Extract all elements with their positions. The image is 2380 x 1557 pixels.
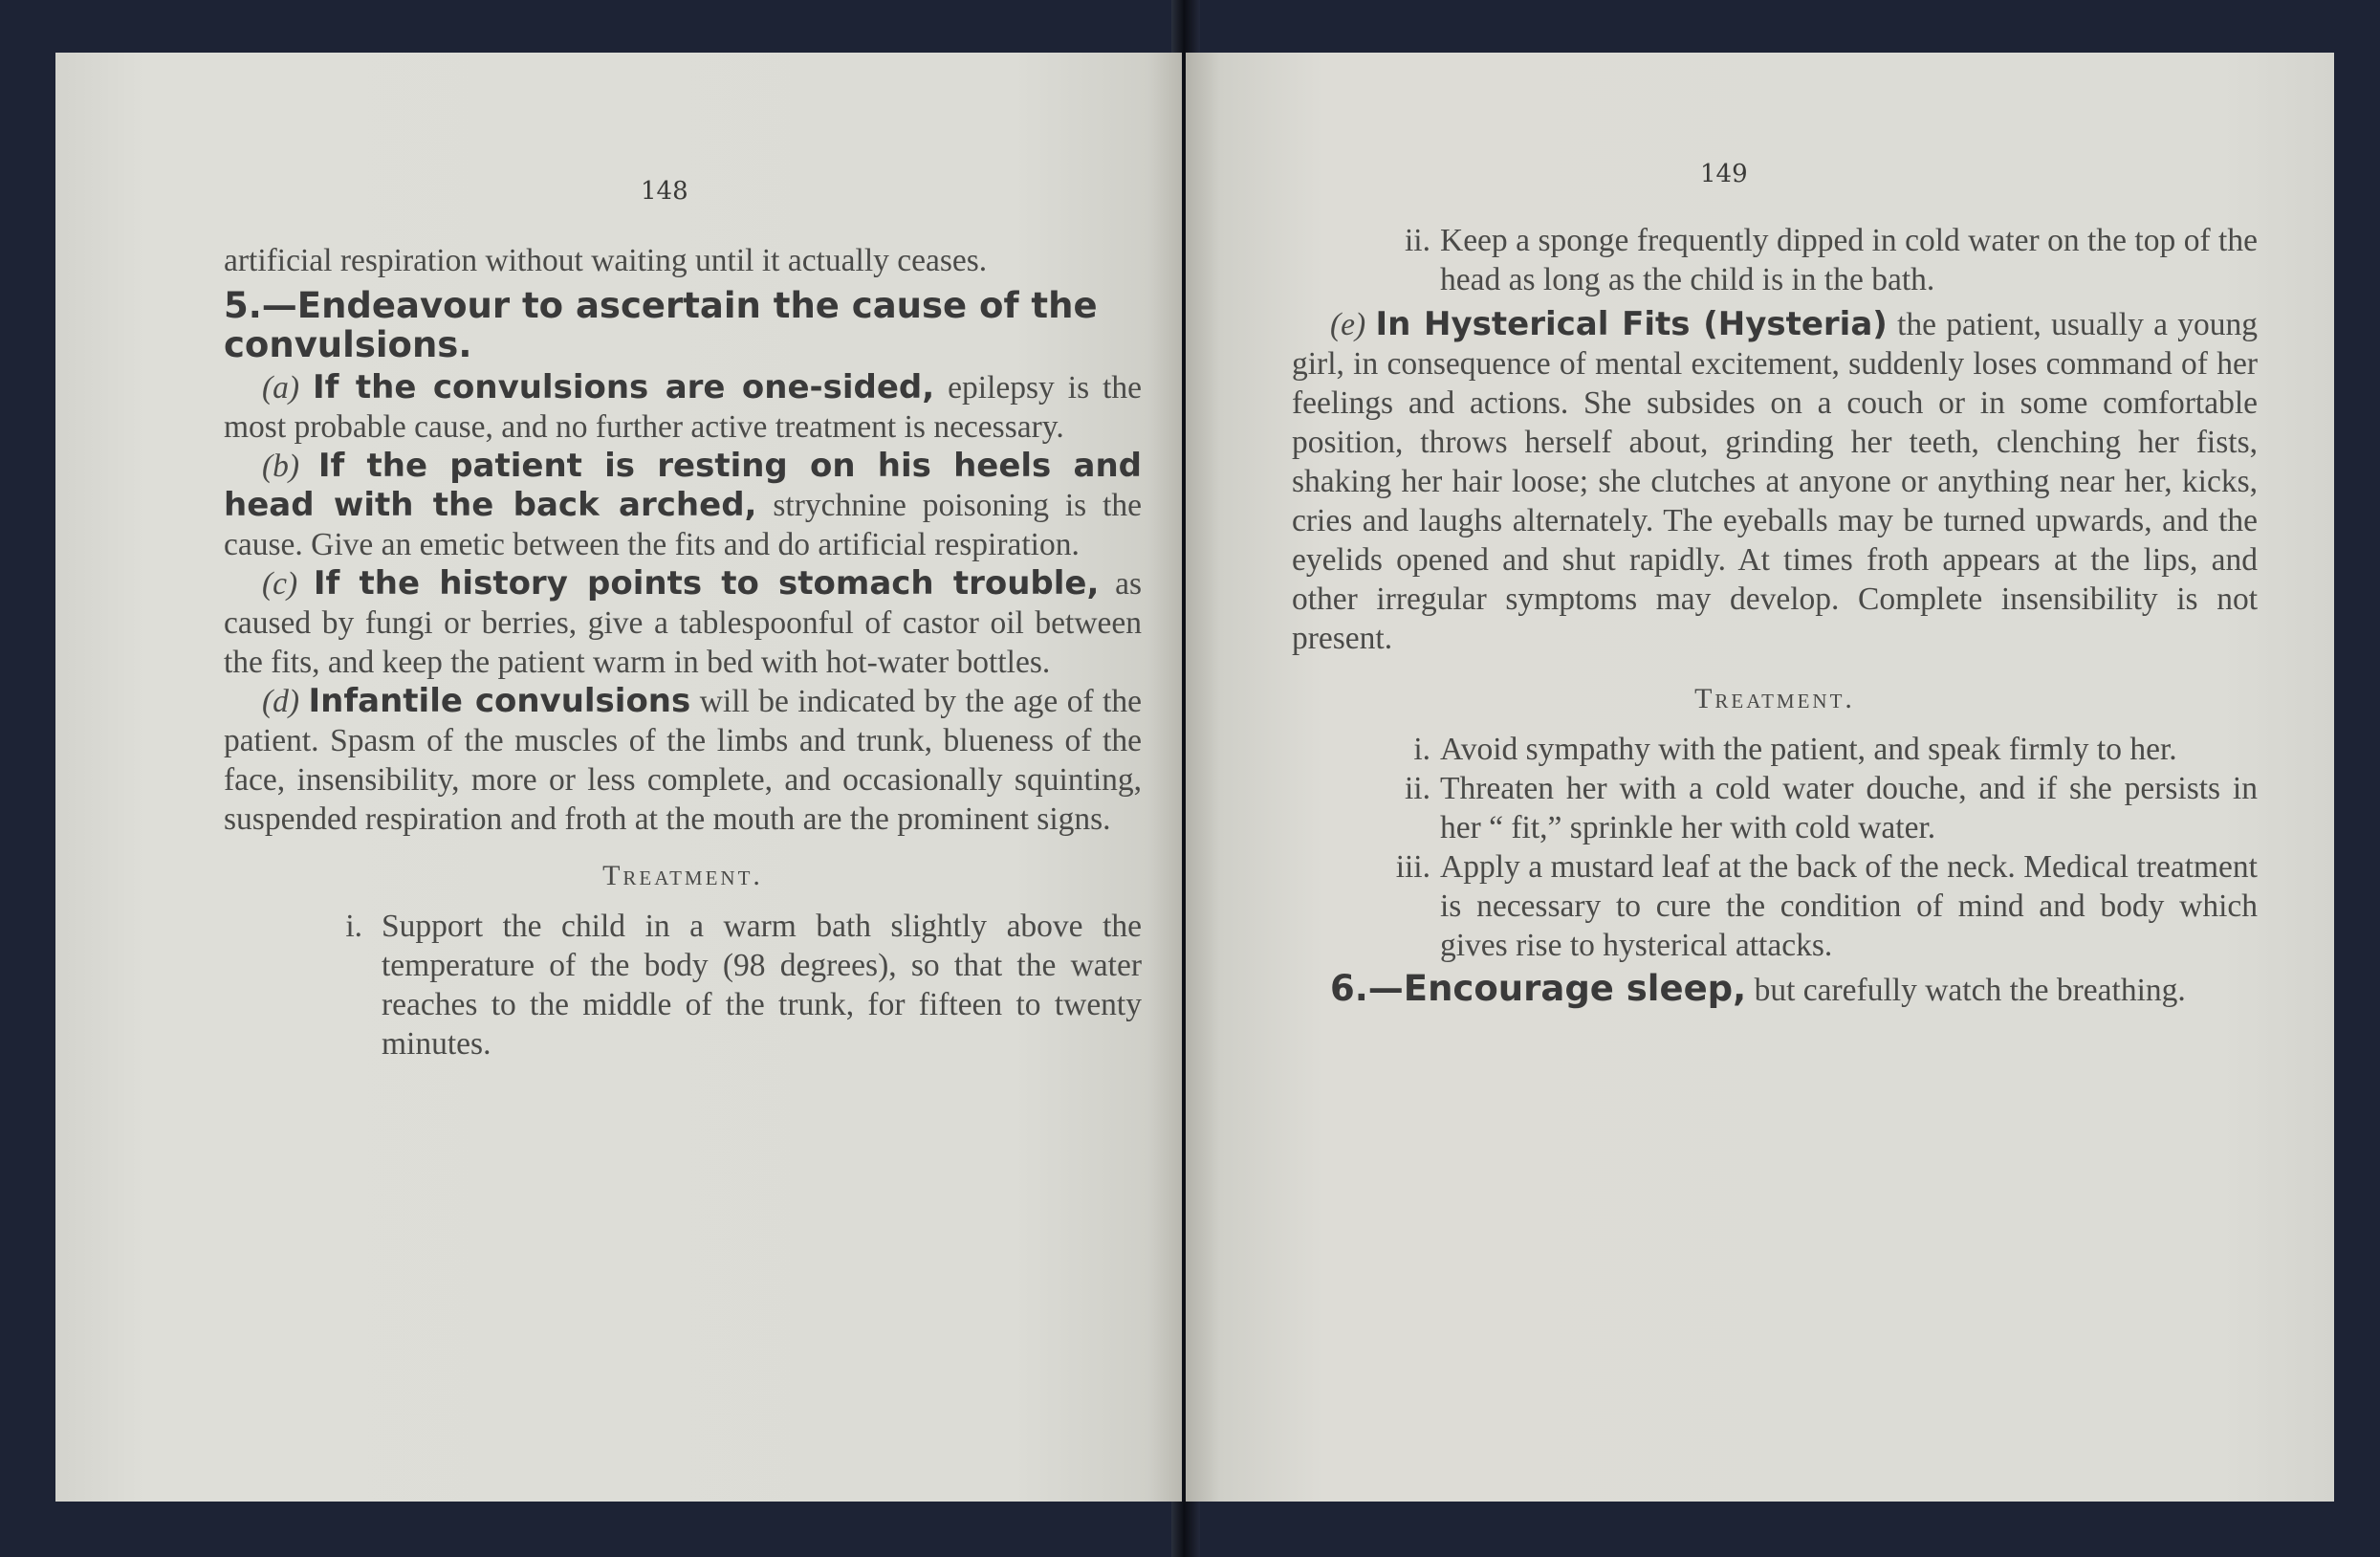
section-heading-6 xyxy=(1292,969,2258,1010)
page-number-right: 149 xyxy=(1700,160,1748,188)
item-number: ii. xyxy=(1405,223,1430,258)
item-number: ii. xyxy=(1405,771,1430,806)
treatment-item-i xyxy=(224,907,1142,1064)
paragraph-e xyxy=(1292,305,2258,658)
lead-b: If the patient is resting on his heels and head with the back arched, xyxy=(224,447,1142,524)
text-a: epilepsy is the most probable cause, and no further active treatment is necessary. xyxy=(224,370,1142,445)
label-a: (a) xyxy=(262,370,300,406)
paragraph-b xyxy=(224,447,1142,564)
item-text: Threaten her with a cold water douche, and if she persists in her “ fit,” sprinkle her with cold water. xyxy=(1440,771,2258,845)
item-number: i. xyxy=(1413,732,1430,767)
lead-6: 6.—Encourage sleep, xyxy=(1330,968,1747,1009)
item-text: Keep a sponge frequently dipped in cold water on the top of the head as long as the child is in the bath. xyxy=(1440,223,2258,297)
treatment-item-r2 xyxy=(1292,769,2258,847)
treatment-item-ii xyxy=(1292,221,2258,299)
item-text: Apply a mustard leaf at the back of the neck. Medical treatment is necessary to cure the condition of mind and body which gives rise to hysterical attacks. xyxy=(1440,849,2258,963)
item-number: iii. xyxy=(1395,849,1430,885)
paragraph-c xyxy=(224,564,1142,682)
lead-c: If the history points to stomach trouble, xyxy=(313,564,1100,603)
text-e: the patient, usually a young girl, in consequence of mental excitement, suddenly loses command of her feelings and actions. She subsides on a couch or in some comfortable position, throws herself about, grinding her teeth, clenching her fists, shaking her hair loose; she clutches at anyone or anything near her, kicks, cries and laughs alternately. The eyeballs may be turned upwards, and the eyelids opened and shut rapidly. At times froth appears at the lips, and other irregular symptoms may develop. Complete insensibility is not present. xyxy=(1292,307,2258,656)
right-page xyxy=(1186,53,2334,1502)
lead-d: Infantile convulsions xyxy=(308,682,691,720)
label-c: (c) xyxy=(262,566,298,602)
item-text: Support the child in a warm bath slightly above the temperature of the body (98 degrees), so that the water reaches to the middle of the trunk, for fifteen to twenty minutes. xyxy=(382,909,1142,1062)
text-c: as caused by fungi or berries, give a tablespoonful of castor oil between the fits, and keep the patient warm in bed with hot-water bottles. xyxy=(224,566,1142,680)
treatment-item-r1 xyxy=(1292,730,2258,769)
label-b: (b) xyxy=(262,449,300,484)
label-e: (e) xyxy=(1330,307,1366,342)
left-page xyxy=(55,53,1182,1502)
paragraph-d xyxy=(224,682,1142,839)
text-d: will be indicated by the age of the patient. Spasm of the muscles of the limbs and trunk, blueness of the face, insensibility, more or less complete, and occasionally squinting, suspended respiration and froth at the mouth are the prominent signs. xyxy=(224,684,1142,837)
lead-a: If the convulsions are one-sided, xyxy=(313,368,935,406)
page-number-left: 148 xyxy=(641,177,688,206)
text-6: but carefully watch the breathing. xyxy=(1754,973,2186,1008)
right-page-text xyxy=(1292,221,2258,1010)
paragraph-a xyxy=(224,368,1142,447)
treatment-heading-right: Treatment. xyxy=(1694,683,1855,714)
item-number: i. xyxy=(345,909,362,944)
label-d: (d) xyxy=(262,684,300,719)
treatment-heading-left: Treatment. xyxy=(602,860,763,891)
left-page-text xyxy=(224,241,1142,1064)
lead-e: In Hysterical Fits (Hysteria) xyxy=(1375,305,1888,343)
treatment-item-r3 xyxy=(1292,847,2258,965)
text-b: strychnine poisoning is the cause. Give an emetic between the fits and do artificial respiration. xyxy=(224,488,1143,562)
item-text: Avoid sympathy with the patient, and speak firmly to her. xyxy=(1440,732,2177,767)
section-heading-5: 5.—Endeavour to ascertain the cause of the convulsions. xyxy=(224,285,1098,365)
paragraph-continuation: artificial respiration without waiting until it actually ceases. xyxy=(224,243,988,278)
